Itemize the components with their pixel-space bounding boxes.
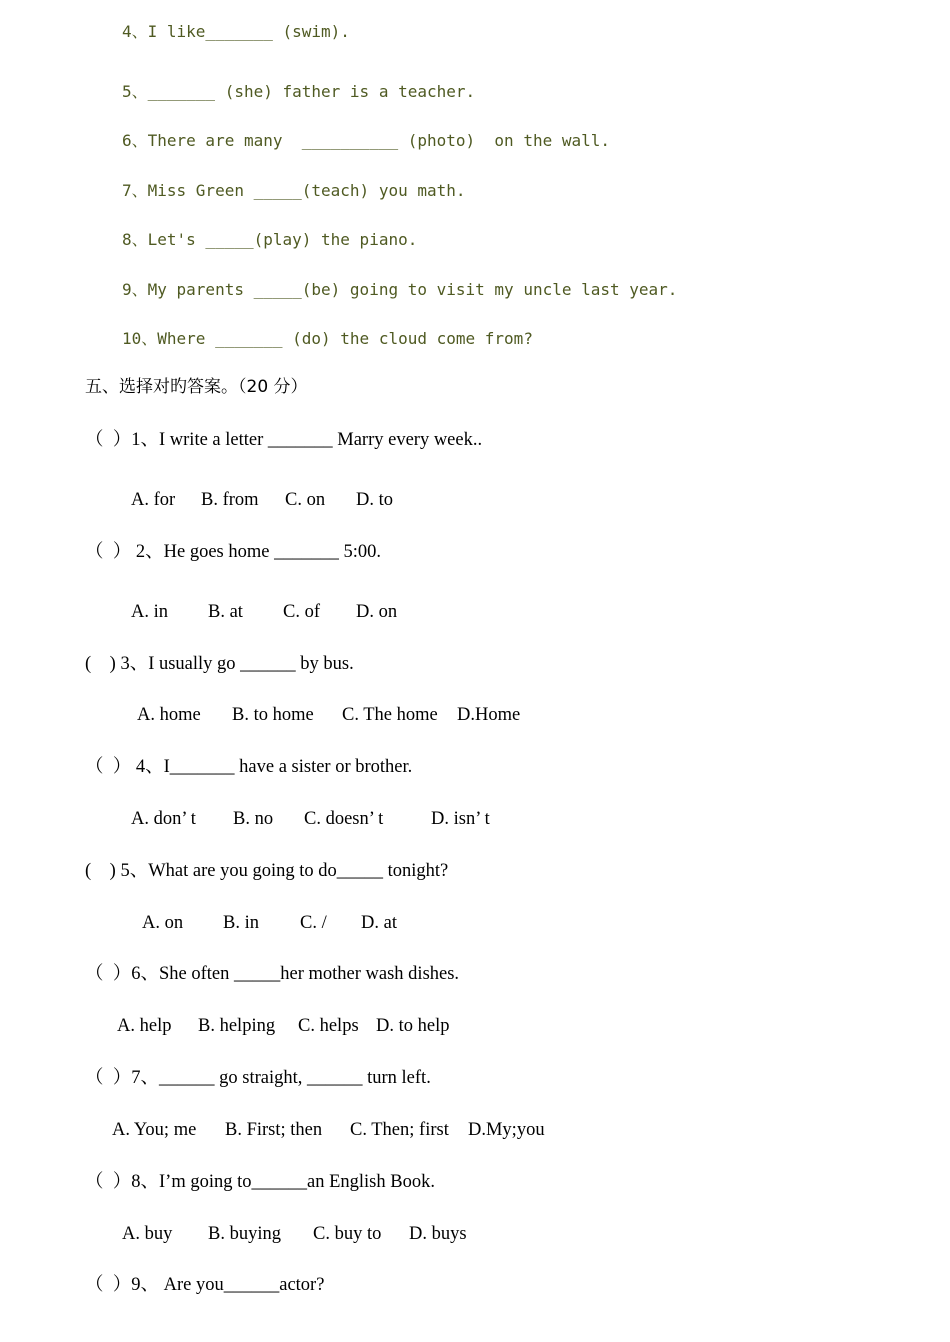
q6-option-b: B. helping: [198, 1016, 276, 1036]
q5-option-a: A. on: [142, 913, 184, 933]
q3-option-c: C. The home: [342, 705, 438, 725]
choice-question-8: （ ）8、I’m going to______an English Book.: [85, 1172, 435, 1192]
q7-option-c: C. Then; first: [350, 1120, 449, 1140]
q7-option-a: A. You; me: [112, 1120, 197, 1140]
choice-question-1: （ ）1、I write a letter _______ Marry every week..: [85, 430, 483, 450]
choice-question-5: ( ) 5、What are you going to do_____ tonight?: [85, 861, 449, 881]
q7-option-b: B. First; then: [225, 1120, 323, 1140]
q5-option-c: C. /: [300, 913, 327, 933]
choice-question-2: （ ） 2、He goes home _______ 5:00.: [85, 542, 381, 562]
q4-option-d: D. isn’ t: [431, 809, 490, 829]
choice-question-9: （ ）9、 Are you______actor?: [85, 1275, 325, 1295]
q2-option-a: A. in: [131, 602, 168, 622]
q1-option-c: C. on: [285, 490, 326, 510]
q6-option-d: D. to help: [376, 1016, 450, 1036]
q6-option-a: A. help: [117, 1016, 172, 1036]
section-heading: 五、选择对旳答案。（20 分）: [85, 377, 308, 397]
q6-option-c: C. helps: [298, 1016, 359, 1036]
question-10: 10、Where _______ (do) the cloud come from?: [122, 329, 533, 348]
q8-option-b: B. buying: [208, 1224, 281, 1244]
question-8: 8、Let's _____(play) the piano.: [122, 230, 418, 249]
q8-option-c: C. buy to: [313, 1224, 382, 1244]
question-4: 4、I like_______ (swim).: [122, 22, 350, 41]
question-7: 7、Miss Green _____(teach) you math.: [122, 181, 466, 200]
choice-question-7: （ ）7、______ go straight, ______ turn left.: [85, 1068, 431, 1088]
choice-question-6: （ ）6、She often _____her mother wash dishes.: [85, 964, 460, 984]
question-5: 5、_______ (she) father is a teacher.: [122, 82, 476, 101]
q5-option-d: D. at: [361, 913, 397, 933]
q3-option-b: B. to home: [232, 705, 314, 725]
q1-option-d: D. to: [356, 490, 393, 510]
question-9: 9、My parents _____(be) going to visit my uncle last year.: [122, 280, 678, 299]
q5-option-b: B. in: [223, 913, 259, 933]
q7-option-d: D.My;you: [468, 1120, 545, 1140]
q8-option-a: A. buy: [122, 1224, 173, 1244]
question-6: 6、There are many __________ (photo) on the wall.: [122, 131, 611, 150]
q8-option-d: D. buys: [409, 1224, 467, 1244]
q3-option-a: A. home: [137, 705, 201, 725]
q1-option-a: A. for: [131, 490, 176, 510]
q1-option-b: B. from: [201, 490, 259, 510]
q2-option-d: D. on: [356, 602, 398, 622]
q2-option-b: B. at: [208, 602, 243, 622]
choice-question-3: ( ) 3、I usually go ______ by bus.: [85, 654, 354, 674]
q4-option-b: B. no: [233, 809, 274, 829]
q4-option-c: C. doesn’ t: [304, 809, 384, 829]
q3-option-d: D.Home: [457, 705, 521, 725]
q4-option-a: A. don’ t: [131, 809, 196, 829]
q2-option-c: C. of: [283, 602, 320, 622]
choice-question-4: （ ） 4、I_______ have a sister or brother.: [85, 757, 413, 777]
